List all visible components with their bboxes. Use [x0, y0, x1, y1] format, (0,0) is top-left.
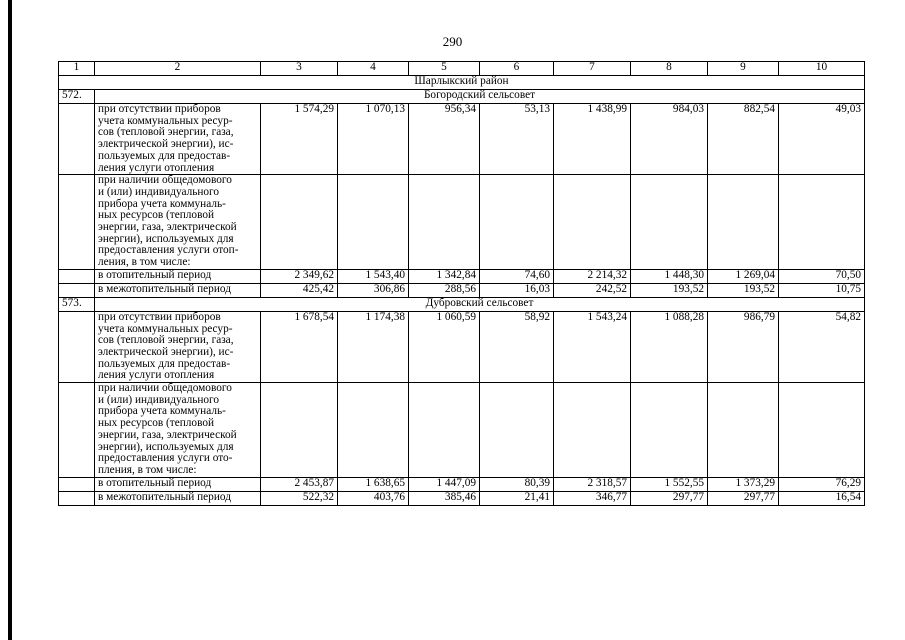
number-cell	[59, 269, 95, 283]
value-cell: 2 349,62	[261, 269, 338, 283]
value-cell: 70,50	[779, 269, 865, 283]
value-cell: 49,03	[779, 104, 865, 175]
value-cell	[631, 175, 708, 270]
value-cell: 1 448,30	[631, 269, 708, 283]
value-cell	[631, 383, 708, 478]
row-label-line: при наличии общедомового	[98, 382, 232, 395]
row-label	[95, 104, 261, 175]
number-cell	[59, 283, 95, 297]
row-label	[95, 477, 261, 491]
value-cell	[708, 383, 779, 478]
value-cell	[554, 175, 631, 270]
row-label	[95, 283, 261, 297]
value-cell: 1 447,09	[409, 477, 480, 491]
row-label-line: электрической энергии), ис-	[98, 345, 234, 358]
table-row	[59, 104, 865, 175]
value-cell: 193,52	[708, 283, 779, 297]
value-cell: 986,79	[708, 311, 779, 382]
value-cell: 882,54	[708, 104, 779, 175]
value-cell: 16,54	[779, 491, 865, 505]
value-cell	[779, 383, 865, 478]
value-cell: 522,32	[261, 491, 338, 505]
value-cell: 288,56	[409, 283, 480, 297]
row-label-line: предоставления услуги ото-	[98, 452, 233, 465]
value-cell: 1 174,38	[338, 311, 409, 382]
value-cell: 76,29	[779, 477, 865, 491]
row-label-line: прибора учета коммуналь-	[98, 197, 226, 210]
value-cell: 193,52	[631, 283, 708, 297]
value-cell	[338, 175, 409, 270]
column-number: 2	[95, 62, 261, 76]
number-cell	[59, 104, 95, 175]
row-label-line: сов (тепловой энергии, газа,	[98, 126, 234, 139]
row-label-line: учета коммунальных ресур-	[98, 114, 233, 127]
value-cell	[338, 383, 409, 478]
table-row	[59, 491, 865, 505]
table-row	[59, 311, 865, 382]
row-label-line: предоставления услуги отоп-	[98, 244, 239, 257]
value-cell	[554, 383, 631, 478]
region-row	[59, 76, 865, 90]
value-cell: 53,13	[480, 104, 554, 175]
value-cell: 1 543,40	[338, 269, 409, 283]
section-name: Богородский сельсовет	[95, 90, 865, 104]
row-label	[95, 311, 261, 382]
number-cell	[59, 477, 95, 491]
row-label-line: учета коммунальных ресур-	[98, 322, 233, 335]
row-label-line: энергии, газа, электрической	[98, 221, 237, 234]
number-cell	[59, 491, 95, 505]
value-cell: 1 373,29	[708, 477, 779, 491]
section-header-row	[59, 297, 865, 311]
column-number: 6	[480, 62, 554, 76]
value-cell: 984,03	[631, 104, 708, 175]
value-cell: 1 638,65	[338, 477, 409, 491]
section-header-row	[59, 90, 865, 104]
row-label-line: ления, в том числе:	[98, 256, 191, 269]
value-cell: 1 060,59	[409, 311, 480, 382]
value-cell: 1 678,54	[261, 311, 338, 382]
table-row	[59, 383, 865, 478]
column-number-row	[59, 62, 865, 76]
number-cell	[59, 311, 95, 382]
page-number: 290	[442, 34, 463, 49]
value-cell	[708, 175, 779, 270]
value-cell: 306,86	[338, 283, 409, 297]
column-number: 8	[631, 62, 708, 76]
value-cell	[409, 383, 480, 478]
value-cell: 74,60	[480, 269, 554, 283]
row-label-line: энергии), используемых для	[98, 232, 234, 245]
row-label-line: энергии), используемых для	[98, 440, 234, 453]
value-cell	[261, 175, 338, 270]
row-label-line: в отопительный период	[98, 476, 212, 489]
row-label-line: в отопительный период	[98, 268, 212, 281]
value-cell	[480, 383, 554, 478]
region-name: Шарлыкский район	[59, 76, 865, 90]
value-cell: 1 070,13	[338, 104, 409, 175]
row-label-line: сов (тепловой энергии, газа,	[98, 334, 234, 347]
row-label-line: пользуемых для предостав-	[98, 149, 231, 162]
row-label-line: прибора учета коммуналь-	[98, 405, 226, 418]
table-row	[59, 269, 865, 283]
section-number: 573.	[59, 297, 95, 311]
value-cell: 80,39	[480, 477, 554, 491]
column-number: 1	[59, 62, 95, 76]
value-cell	[261, 383, 338, 478]
row-label-line: при отсутствии приборов	[98, 103, 221, 115]
column-number: 9	[708, 62, 779, 76]
value-cell: 2 318,57	[554, 477, 631, 491]
value-cell: 403,76	[338, 491, 409, 505]
value-cell	[409, 175, 480, 270]
value-cell: 385,46	[409, 491, 480, 505]
value-cell: 2 453,87	[261, 477, 338, 491]
column-number: 7	[554, 62, 631, 76]
tariff-table	[58, 61, 865, 506]
table-row	[59, 477, 865, 491]
row-label	[95, 269, 261, 283]
column-number: 4	[338, 62, 409, 76]
row-label-line: электрической энергии), ис-	[98, 138, 234, 151]
value-cell: 297,77	[631, 491, 708, 505]
row-label-line: пления, в том числе:	[98, 463, 197, 476]
scan-margin-bar	[8, 0, 12, 640]
row-label-line: в межотопительный период	[98, 282, 231, 295]
row-label-line: при наличии общедомового	[98, 174, 232, 187]
row-label-line: ных ресурсов (тепловой	[98, 209, 215, 222]
row-label-line: пользуемых для предостав-	[98, 357, 231, 370]
value-cell: 16,03	[480, 283, 554, 297]
row-label-line: и (или) индивидуального	[98, 393, 220, 406]
value-cell: 2 214,32	[554, 269, 631, 283]
value-cell: 956,34	[409, 104, 480, 175]
row-label	[95, 175, 261, 270]
value-cell	[480, 175, 554, 270]
value-cell: 425,42	[261, 283, 338, 297]
value-cell: 1 342,84	[409, 269, 480, 283]
value-cell: 1 269,04	[708, 269, 779, 283]
value-cell: 10,75	[779, 283, 865, 297]
value-cell: 54,82	[779, 311, 865, 382]
value-cell: 1 552,55	[631, 477, 708, 491]
row-label-line: ных ресурсов (тепловой	[98, 417, 215, 430]
row-label-line: энергии, газа, электрической	[98, 428, 237, 441]
column-number: 5	[409, 62, 480, 76]
value-cell: 297,77	[708, 491, 779, 505]
row-label	[95, 383, 261, 478]
section-name: Дубровский сельсовет	[95, 297, 865, 311]
row-label-line: ления услуги отопления	[98, 369, 215, 382]
value-cell: 346,77	[554, 491, 631, 505]
table-row	[59, 283, 865, 297]
value-cell: 1 088,28	[631, 311, 708, 382]
value-cell: 242,52	[554, 283, 631, 297]
row-label-line: ления услуги отопления	[98, 161, 215, 174]
value-cell: 1 543,24	[554, 311, 631, 382]
value-cell	[779, 175, 865, 270]
table-body	[59, 62, 865, 506]
value-cell: 21,41	[480, 491, 554, 505]
number-cell	[59, 383, 95, 478]
column-number: 10	[779, 62, 865, 76]
section-number: 572.	[59, 90, 95, 104]
row-label-line: при отсутствии приборов	[98, 310, 221, 323]
row-label	[95, 491, 261, 505]
value-cell: 1 574,29	[261, 104, 338, 175]
value-cell: 1 438,99	[554, 104, 631, 175]
value-cell: 58,92	[480, 311, 554, 382]
table-row	[59, 175, 865, 270]
row-label-line: и (или) индивидуального	[98, 185, 220, 198]
row-label-line: в межотопительный период	[98, 490, 231, 503]
column-number: 3	[261, 62, 338, 76]
number-cell	[59, 175, 95, 270]
